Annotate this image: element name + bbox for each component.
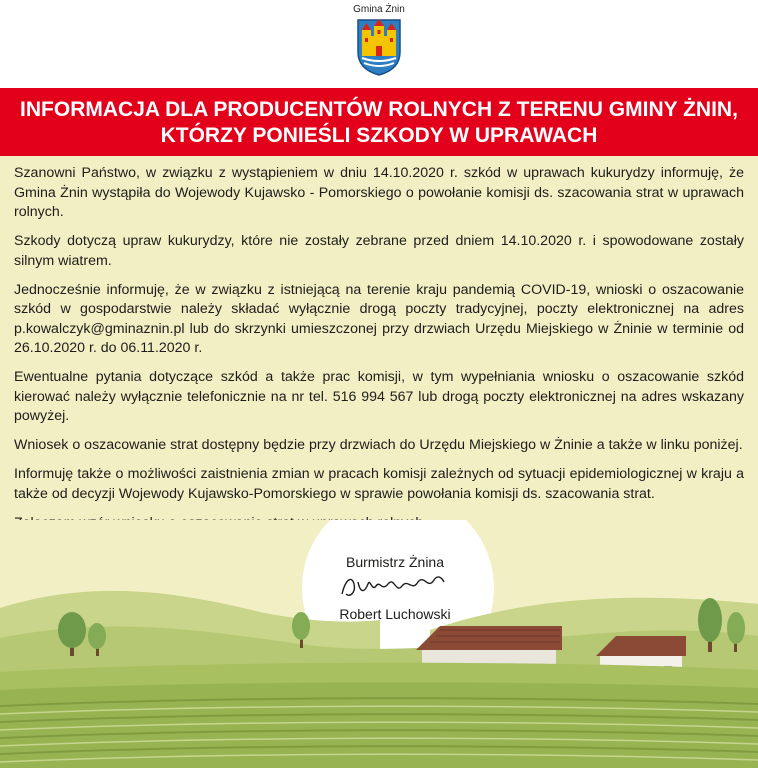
paragraph: Szkody dotyczą upraw kukurydzy, które nie zostały zebrane przed dniem 14.10.2020 r. i spowodowane zostały silnym wiatrem. xyxy=(14,233,744,269)
announcement-body xyxy=(14,164,744,543)
signature-block xyxy=(300,548,490,628)
signature-name: Robert Luchowski xyxy=(339,606,451,622)
signature-title: Burmistrz Żnina xyxy=(345,554,445,570)
title-banner xyxy=(0,88,758,156)
banner-title-line2: KTÓRZY PONIEŚLI SZKODY W UPRAWACH xyxy=(160,124,598,147)
logo-caption: Gmina Żnin xyxy=(353,4,405,15)
paragraph: Szanowni Państwo, w związku z wystąpieniem w dniu 14.10.2020 r. szkód w uprawach kukurydzy informuję, że Gmina Żnin wystąpiła do Wojewody Kujawsko - Pomorskiego o powołanie komisji ds. szacowania strat w uprawach rolnych. xyxy=(14,165,744,220)
handwritten-signature xyxy=(338,572,448,604)
paragraph: Informuję także o możliwości zaistnienia zmian w pracach komisji zależnych od sytuacji epidemiologicznej w kraju a także od decyzji Wojewody Kujawsko-Pomorskiego w sprawie powołania komisji ds. szacowania strat. xyxy=(14,466,744,502)
coat-of-arms-icon xyxy=(356,18,402,76)
banner-title-line1: INFORMACJA DLA PRODUCENTÓW ROLNYCH Z TERENU GMINY ŻNIN, xyxy=(20,98,738,121)
paragraph: Wniosek o oszacowanie strat dostępny będzie przy drzwiach do Urzędu Miejskiego w Żninie a także w linku poniżej. xyxy=(14,437,743,453)
paragraph: Ewentualne pytania dotyczące szkód a także prac komisji, w tym wypełniania wniosku o oszacowanie szkód kierować należy wyłącznie telefonicznie na nr tel. 516 994 567 lub drogą poczty elektronicznej na adres wskazany powyżej. xyxy=(14,369,744,424)
paragraph: Jednocześnie informuję, że w związku z istniejącą na terenie kraju pandemią COVID-19, wnioski o oszacowanie szkód w gospodarstwie należy składać wyłącznie drogą poczty tradycyjnej, poczty elektronicznej na adres p.kowalczyk@gminaznin.pl lub do skrzynki umieszczonej przy drzwiach Urzędu Miejskiego w Żninie w terminie od 26.10.2020 r. do 06.11.2020 r. xyxy=(14,281,744,356)
header xyxy=(0,0,758,88)
